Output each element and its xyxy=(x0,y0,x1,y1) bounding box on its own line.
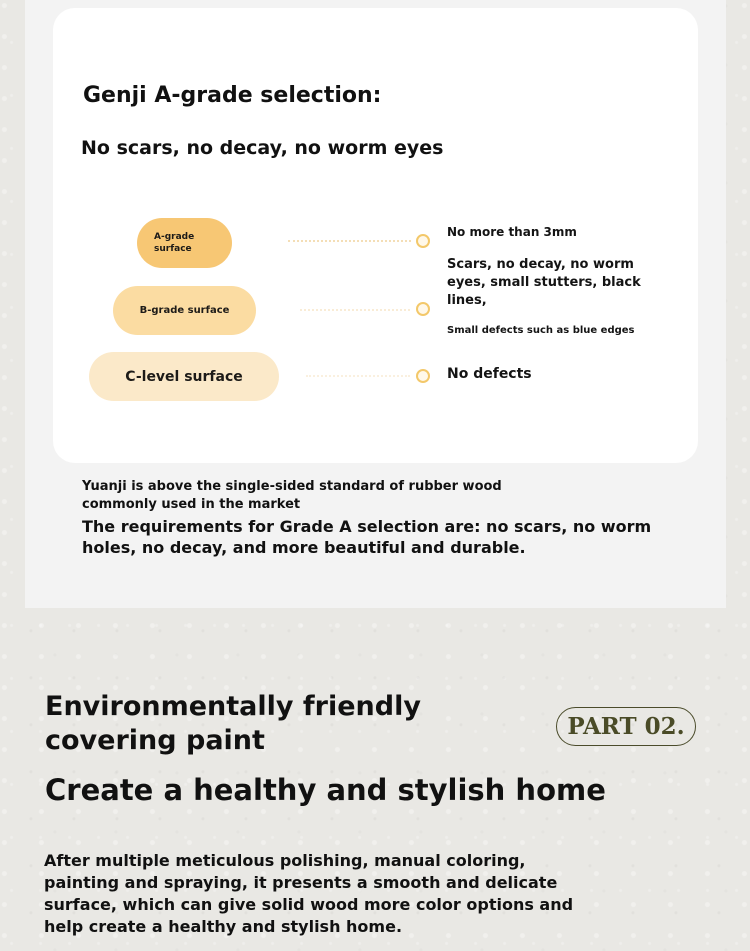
section-title: Genji A-grade selection: xyxy=(83,83,382,108)
b-grade-label: B-grade surface xyxy=(139,305,230,316)
part-badge-label: PART 02. xyxy=(567,713,685,740)
part-badge xyxy=(556,707,696,746)
c-level-connector xyxy=(306,375,410,378)
grade-a-requirements: The requirements for Grade A selection are: no scars, no worm holes, no decay, and more beautiful and durable. xyxy=(82,517,652,557)
c-level-label: C-level surface xyxy=(125,368,243,385)
paint-description: After multiple meticulous polishing, manual coloring, painting and spraying, it presents a smooth and delicate surface, which can give solid wood more color options and help create a healthy and stylish home. xyxy=(44,851,574,936)
feature-no-defects: No defects xyxy=(447,366,532,382)
paint-section-title: Environmentally friendly covering paint xyxy=(45,691,421,756)
b-grade-dot-icon xyxy=(416,302,430,316)
feature-small-defects: Small defects such as blue edges xyxy=(447,325,635,336)
a-grade-label: A-grade surface xyxy=(154,232,195,254)
a-grade-connector xyxy=(288,240,411,243)
section-subtitle: No scars, no decay, no worm eyes xyxy=(81,137,444,159)
feature-no-more-than-3mm: No more than 3mm xyxy=(447,225,577,239)
a-grade-pill xyxy=(137,218,232,268)
b-grade-pill xyxy=(113,286,256,335)
healthy-home-title: Create a healthy and stylish home xyxy=(45,773,606,807)
a-grade-dot-icon xyxy=(416,234,430,248)
feature-scars-details: Scars, no decay, no worm eyes, small stutters, black lines, xyxy=(447,257,641,308)
c-level-pill xyxy=(89,352,279,401)
market-standard-note: Yuanji is above the single-sided standard of rubber wood commonly used in the market xyxy=(82,479,502,512)
c-level-dot-icon xyxy=(416,369,430,383)
b-grade-connector xyxy=(300,309,410,312)
